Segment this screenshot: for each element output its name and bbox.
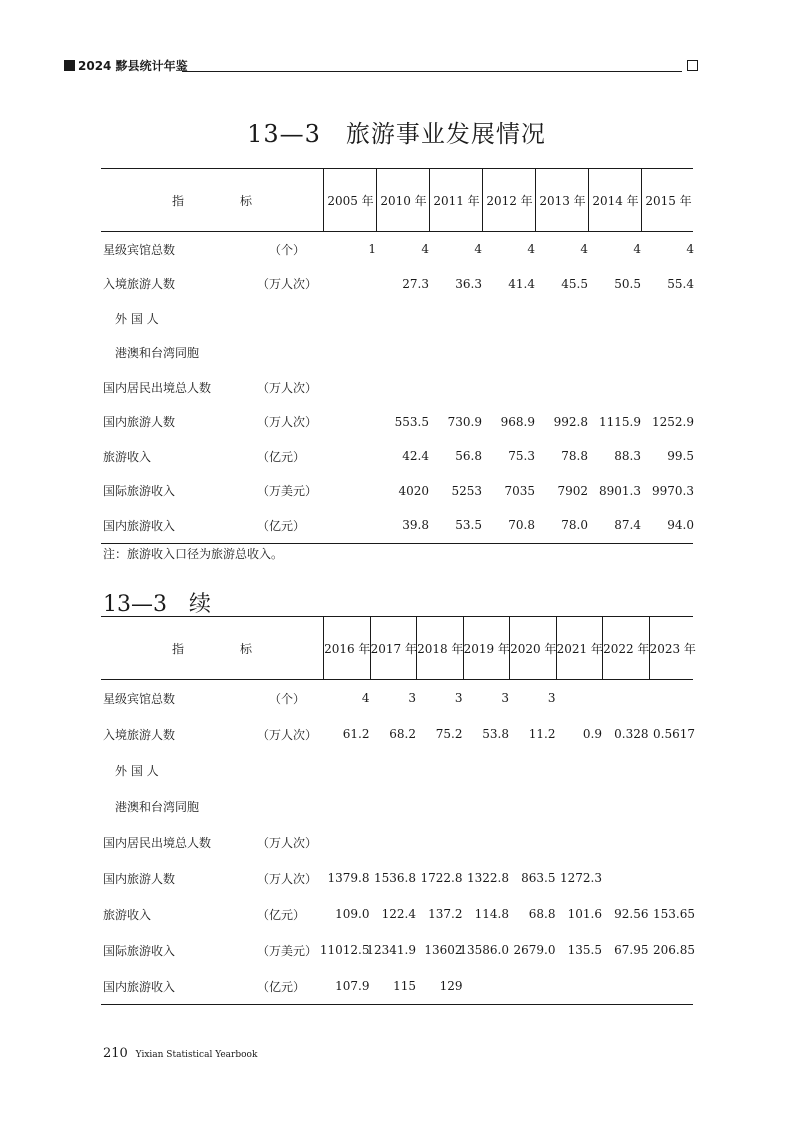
value-cell: 11012.5 [319, 943, 370, 957]
value-cell [429, 336, 482, 371]
value-cell: 67.95 [614, 943, 649, 957]
value-cell: 730.9 [447, 414, 482, 429]
value-cell: 13602 [424, 943, 463, 957]
row-unit: （万人次） [257, 380, 318, 395]
row-label: 国内居民出境总人数 [103, 835, 212, 850]
tourism-table-2016-2023 [101, 616, 696, 1005]
value-cell: 36.3 [455, 276, 482, 291]
row-unit: （亿元） [257, 907, 306, 922]
value-cell [482, 301, 535, 336]
year-header: 2011 年 [429, 169, 483, 231]
indicator-header [101, 169, 323, 231]
running-head-rule [182, 71, 682, 72]
value-cell [556, 968, 603, 1004]
value-cell [602, 680, 649, 716]
value-cell: 42.4 [402, 449, 429, 464]
row-label: 星级宾馆总数 [103, 691, 176, 706]
value-cell: 4 [361, 691, 370, 705]
value-cell: 0.9 [582, 727, 602, 741]
row-unit: （万美元） [257, 484, 318, 499]
year-header: 2021 年 [556, 617, 604, 679]
value-cell [370, 752, 417, 788]
value-cell [641, 336, 694, 371]
row-unit: （亿元） [257, 518, 306, 533]
year-header: 2005 年 [323, 169, 377, 231]
indicator-header-char: 标 [240, 193, 253, 208]
value-cell [376, 370, 429, 405]
value-cell: 68.2 [389, 727, 416, 741]
row-unit: （万人次） [257, 415, 318, 430]
value-cell [323, 336, 376, 371]
row-label: 旅游收入 [103, 907, 152, 922]
year-header: 2016 年 [323, 617, 371, 679]
value-cell [649, 860, 696, 896]
year-header: 2010 年 [376, 169, 430, 231]
value-cell [588, 336, 641, 371]
table-row [101, 439, 693, 474]
value-cell [509, 752, 556, 788]
value-cell [535, 301, 588, 336]
value-cell [416, 788, 463, 824]
value-cell: 115 [393, 979, 416, 993]
table-row [101, 405, 693, 440]
table-row [101, 232, 693, 267]
value-cell: 0.328 [614, 727, 649, 741]
value-cell: 114.8 [474, 907, 509, 921]
row-label: 外 国 人 [115, 311, 159, 326]
tourism-table-2005-2015 [101, 168, 693, 544]
table-header [101, 168, 693, 232]
row-label: 入境旅游人数 [103, 277, 176, 292]
value-cell: 3 [454, 691, 463, 705]
value-cell [463, 824, 510, 860]
value-cell: 3 [501, 691, 509, 705]
table-row [101, 896, 693, 932]
year-header: 2020 年 [509, 617, 557, 679]
value-cell: 53.5 [455, 518, 482, 533]
value-cell: 75.2 [435, 727, 463, 741]
value-cell [463, 752, 510, 788]
value-cell: 3 [547, 691, 556, 705]
value-cell: 94.0 [667, 518, 694, 533]
row-label: 旅游收入 [103, 449, 152, 464]
value-cell [602, 752, 649, 788]
value-cell: 107.9 [335, 979, 370, 993]
value-cell: 68.8 [528, 907, 556, 921]
year-header: 2023 年 [649, 617, 697, 679]
value-cell: 1252.9 [652, 414, 694, 429]
value-cell: 101.6 [567, 907, 602, 921]
square-marker-icon [64, 60, 75, 71]
year-header: 2019 年 [463, 617, 511, 679]
value-cell [323, 301, 376, 336]
value-cell [649, 968, 696, 1004]
yearbook-name: Yixian Statistical Yearbook [135, 1050, 258, 1060]
value-cell [482, 336, 535, 371]
table-bottom-rule [101, 1004, 693, 1005]
row-label: 国际旅游收入 [103, 943, 176, 958]
table-row [101, 788, 693, 824]
indicator-header [101, 617, 323, 679]
value-cell: 27.3 [402, 276, 429, 291]
row-label: 外 国 人 [115, 763, 159, 778]
value-cell [370, 788, 417, 824]
value-cell [649, 752, 696, 788]
table-row [101, 716, 693, 752]
value-cell [649, 824, 696, 860]
value-cell: 70.8 [508, 518, 535, 533]
value-cell: 99.5 [667, 449, 694, 464]
value-cell [370, 824, 417, 860]
value-cell [602, 860, 649, 896]
value-cell: 1272.3 [560, 871, 602, 885]
row-unit: （万美元） [257, 943, 318, 958]
value-cell [556, 788, 603, 824]
value-cell [641, 370, 694, 405]
value-cell: 1322.8 [467, 871, 509, 885]
row-label: 星级宾馆总数 [103, 242, 176, 257]
row-unit: （万人次） [257, 871, 318, 886]
row-label: 港澳和台湾同胞 [115, 346, 200, 361]
indicator-header-char: 指 [171, 193, 184, 208]
row-label: 国内旅游收入 [103, 518, 176, 533]
value-cell: 75.3 [508, 449, 535, 464]
value-cell: 53.8 [482, 727, 509, 741]
value-cell [323, 439, 376, 474]
value-cell: 45.5 [561, 276, 588, 291]
value-cell: 135.5 [567, 943, 602, 957]
table-row [101, 824, 693, 860]
value-cell [323, 474, 376, 509]
running-head-title: 2024 黟县统计年鉴 [78, 59, 188, 73]
table-row [101, 301, 693, 336]
value-cell: 553.5 [394, 414, 429, 429]
value-cell: 78.8 [561, 449, 588, 464]
value-cell: 4 [527, 242, 535, 257]
value-cell: 61.2 [342, 727, 370, 741]
value-cell [649, 680, 696, 716]
row-unit: （亿元） [257, 449, 306, 464]
value-cell [602, 968, 649, 1004]
value-cell [588, 301, 641, 336]
table-header [101, 616, 696, 680]
value-cell: 55.4 [667, 276, 694, 291]
value-cell: 109.0 [335, 907, 370, 921]
value-cell: 50.5 [614, 276, 641, 291]
value-cell [535, 336, 588, 371]
table-row [101, 336, 693, 371]
year-header: 2017 年 [370, 617, 418, 679]
value-cell: 206.85 [653, 943, 695, 957]
value-cell: 78.0 [561, 518, 588, 533]
value-cell: 7902 [557, 483, 588, 498]
box-marker-icon [687, 60, 698, 71]
indicator-header-char: 标 [240, 641, 253, 656]
value-cell [509, 824, 556, 860]
value-cell: 12341.9 [366, 943, 416, 957]
row-unit: （个） [269, 691, 306, 706]
value-cell [323, 752, 370, 788]
row-unit: （个） [269, 242, 306, 257]
row-label: 国内旅游收入 [103, 979, 176, 994]
row-label: 国内居民出境总人数 [103, 380, 212, 395]
value-cell [641, 301, 694, 336]
value-cell: 129 [439, 979, 463, 993]
value-cell [649, 788, 696, 824]
value-cell: 39.8 [402, 518, 429, 533]
value-cell: 1115.9 [599, 414, 641, 429]
value-cell: 88.3 [614, 449, 641, 464]
value-cell [323, 370, 376, 405]
value-cell: 9970.3 [652, 483, 694, 498]
value-cell: 11.2 [528, 727, 556, 741]
value-cell: 1 [368, 242, 376, 257]
value-cell [463, 968, 510, 1004]
page-number: 210 [103, 1046, 128, 1061]
year-header: 2012 年 [482, 169, 536, 231]
value-cell: 992.8 [553, 414, 588, 429]
value-cell: 863.5 [521, 871, 556, 885]
table-row [101, 267, 693, 302]
value-cell [416, 752, 463, 788]
table-row [101, 370, 693, 405]
value-cell: 4 [580, 242, 588, 257]
table-row [101, 932, 693, 968]
table-row [101, 752, 693, 788]
row-unit: （万人次） [257, 835, 318, 850]
row-label: 入境旅游人数 [103, 727, 176, 742]
running-head [64, 58, 698, 76]
page-title: 13—3 旅游事业发展情况 [247, 120, 546, 148]
value-cell [535, 370, 588, 405]
value-cell [323, 508, 376, 543]
row-label: 港澳和台湾同胞 [115, 799, 200, 814]
year-header: 2015 年 [641, 169, 695, 231]
value-cell: 87.4 [614, 518, 641, 533]
value-cell [416, 824, 463, 860]
value-cell [509, 788, 556, 824]
year-header: 2022 年 [602, 617, 650, 679]
value-cell: 7035 [504, 483, 535, 498]
value-cell: 4 [421, 242, 429, 257]
value-cell: 4 [633, 242, 641, 257]
value-cell: 4 [686, 242, 694, 257]
value-cell [482, 370, 535, 405]
page-footer [103, 1046, 257, 1061]
value-cell: 92.56 [614, 907, 649, 921]
value-cell [429, 301, 482, 336]
value-cell: 13586.0 [459, 943, 509, 957]
value-cell: 2679.0 [513, 943, 556, 957]
value-cell: 968.9 [500, 414, 535, 429]
table-row [101, 474, 693, 509]
value-cell [463, 788, 510, 824]
value-cell: 56.8 [455, 449, 482, 464]
table-row [101, 860, 693, 896]
value-cell: 1536.8 [374, 871, 416, 885]
row-label: 国内旅游人数 [103, 415, 176, 430]
table-row [101, 968, 693, 1004]
table-row [101, 508, 693, 543]
row-unit: （亿元） [257, 979, 306, 994]
row-unit: （万人次） [257, 727, 318, 742]
year-header: 2014 年 [588, 169, 642, 231]
value-cell [376, 336, 429, 371]
value-cell [509, 968, 556, 1004]
value-cell: 8901.3 [599, 483, 641, 498]
value-cell: 122.4 [381, 907, 416, 921]
table-row [101, 680, 693, 716]
value-cell [429, 370, 482, 405]
value-cell [556, 680, 603, 716]
value-cell: 137.2 [428, 907, 463, 921]
value-cell [323, 267, 376, 302]
value-cell: 41.4 [508, 276, 535, 291]
value-cell [376, 301, 429, 336]
value-cell [602, 788, 649, 824]
value-cell [323, 824, 370, 860]
value-cell: 1722.8 [420, 871, 463, 885]
value-cell: 4 [474, 242, 482, 257]
value-cell [323, 405, 376, 440]
value-cell [556, 824, 603, 860]
value-cell [556, 752, 603, 788]
row-label: 国内旅游人数 [103, 871, 176, 886]
year-header: 2018 年 [416, 617, 464, 679]
row-unit: （万人次） [257, 277, 318, 292]
row-label: 国际旅游收入 [103, 484, 176, 499]
year-header: 2013 年 [535, 169, 589, 231]
value-cell: 4020 [398, 483, 429, 498]
value-cell: 5253 [451, 483, 482, 498]
value-cell: 1379.8 [327, 871, 370, 885]
value-cell [323, 788, 370, 824]
indicator-header-char: 指 [171, 641, 184, 656]
table-bottom-rule [101, 543, 693, 544]
value-cell: 3 [408, 691, 416, 705]
value-cell [588, 370, 641, 405]
value-cell [602, 824, 649, 860]
continuation-title: 13—3 续 [103, 592, 211, 617]
table-note: 注：旅游收入口径为旅游总收入。 [103, 547, 284, 561]
value-cell: 0.5617 [653, 727, 695, 741]
value-cell: 153.65 [653, 907, 695, 921]
